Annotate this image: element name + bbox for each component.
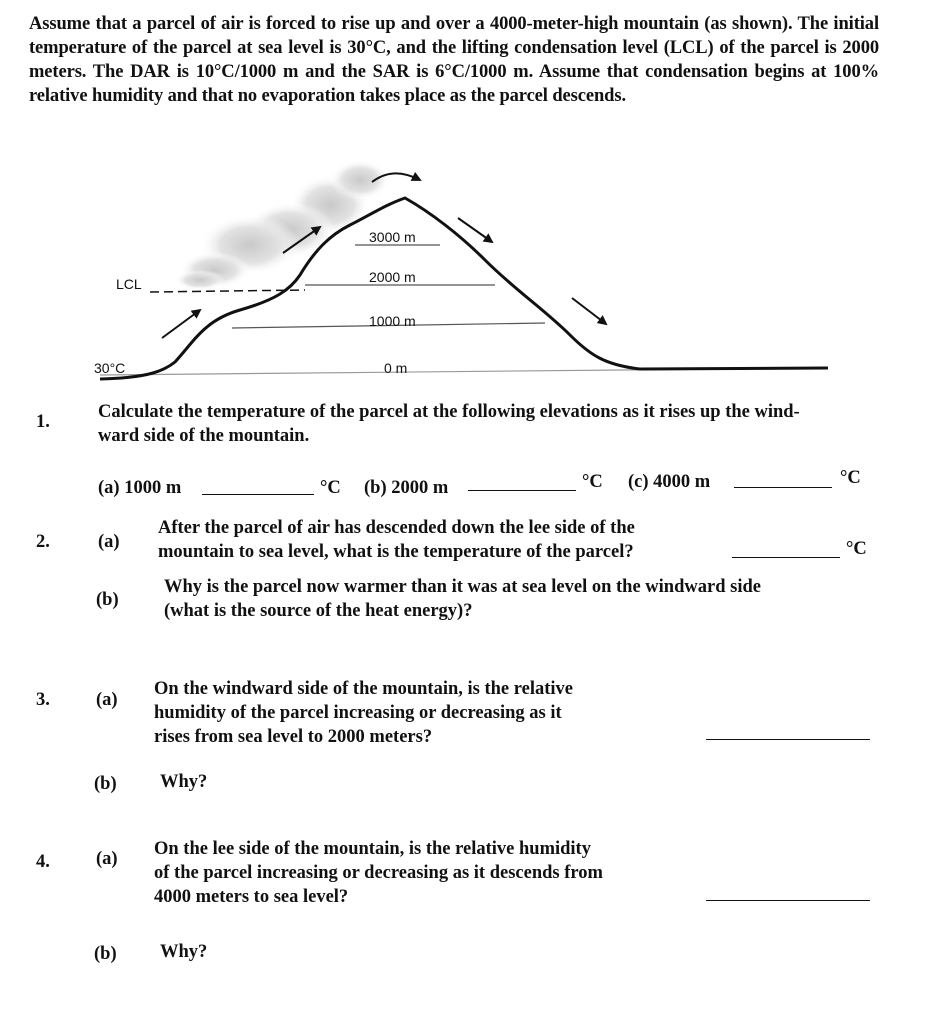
q1-text: [98, 400, 888, 448]
q2-a-label: (a): [98, 532, 120, 552]
q2-a-answer-blank[interactable]: [732, 557, 840, 558]
q1-c-unit: °C: [840, 468, 861, 488]
q1-number: 1.: [36, 412, 50, 432]
q3-number: 3.: [36, 690, 50, 710]
q3-b-label: (b): [94, 774, 117, 794]
q1-b-unit: °C: [582, 472, 603, 492]
q3-a-text: [154, 677, 674, 749]
lcl-label: LCL: [116, 276, 142, 292]
q4-a-answer-blank[interactable]: [706, 900, 870, 901]
q4-a-label: (a): [96, 849, 118, 869]
q3-a-label: (a): [96, 690, 118, 710]
q4-b-text: Why?: [160, 942, 208, 962]
q4-number: 4.: [36, 852, 50, 872]
q4-a-text: [154, 837, 694, 909]
q1-c-answer-blank[interactable]: [734, 487, 832, 488]
arrow-lee-lower: [572, 298, 606, 324]
q2-b-text: [164, 575, 864, 623]
level-label-1000: 1000 m: [369, 313, 416, 329]
level-label-2000: 2000 m: [369, 269, 416, 285]
level-label-0: 0 m: [384, 360, 408, 376]
q1-text-line1: Calculate the temperature of the parcel at the following elevations as it rises up the wind-: [98, 402, 800, 422]
q2-a-line1: After the parcel of air has descended down the lee side of the: [158, 518, 635, 538]
q3-a-answer-blank[interactable]: [706, 739, 870, 740]
q4-a-line2: of the parcel increasing or decreasing as it descends from: [154, 863, 603, 883]
mountain-diagram: [0, 150, 925, 395]
q1-c-label: (c) 4000 m: [628, 472, 711, 492]
q3-b-text: Why?: [160, 772, 208, 792]
q2-a-unit: °C: [846, 539, 867, 559]
q4-a-line3: 4000 meters to sea level?: [154, 887, 349, 907]
sea-temp-label: 30°C: [94, 360, 126, 376]
cloud-shape: [175, 160, 390, 290]
q2-number: 2.: [36, 532, 50, 552]
q3-a-line2: humidity of the parcel increasing or decreasing as it: [154, 703, 562, 723]
q1-b-label: (b) 2000 m: [364, 478, 449, 498]
q2-a-text: [158, 516, 718, 564]
q3-a-line3: rises from sea level to 2000 meters?: [154, 727, 433, 747]
q2-b-label: (b): [96, 590, 119, 610]
q1-a-answer-blank[interactable]: [202, 494, 314, 495]
problem-intro: Assume that a parcel of air is forced to rise up and over a 4000-meter-high mountain (as shown). The initial temperature of the parcel at sea level is 30°C, and the lifting condensation level (LCL) of the parcel is 2000 meters. The DAR is 10°C/1000 m and the SAR is 6°C/1000 m. Assume that condensation begins at 100% relative humidity and that no evaporation takes place as the parcel descends.: [29, 14, 879, 106]
q2-b-line2: (what is the source of the heat energy)?: [164, 601, 473, 621]
arrow-windward-lower: [162, 310, 200, 338]
q2-b-line1: Why is the parcel now warmer than it was at sea level on the windward side: [164, 577, 761, 597]
q3-a-line1: On the windward side of the mountain, is the relative: [154, 679, 574, 699]
q4-a-line1: On the lee side of the mountain, is the relative humidity: [154, 839, 591, 859]
q1-a-unit: °C: [320, 478, 341, 498]
q2-a-line2: mountain to sea level, what is the temperature of the parcel?: [158, 542, 634, 562]
q1-text-line2: ward side of the mountain.: [98, 426, 310, 446]
q1-b-answer-blank[interactable]: [468, 490, 576, 491]
q4-b-label: (b): [94, 944, 117, 964]
q1-a-label: (a) 1000 m: [98, 478, 182, 498]
level-label-3000: 3000 m: [369, 229, 416, 245]
